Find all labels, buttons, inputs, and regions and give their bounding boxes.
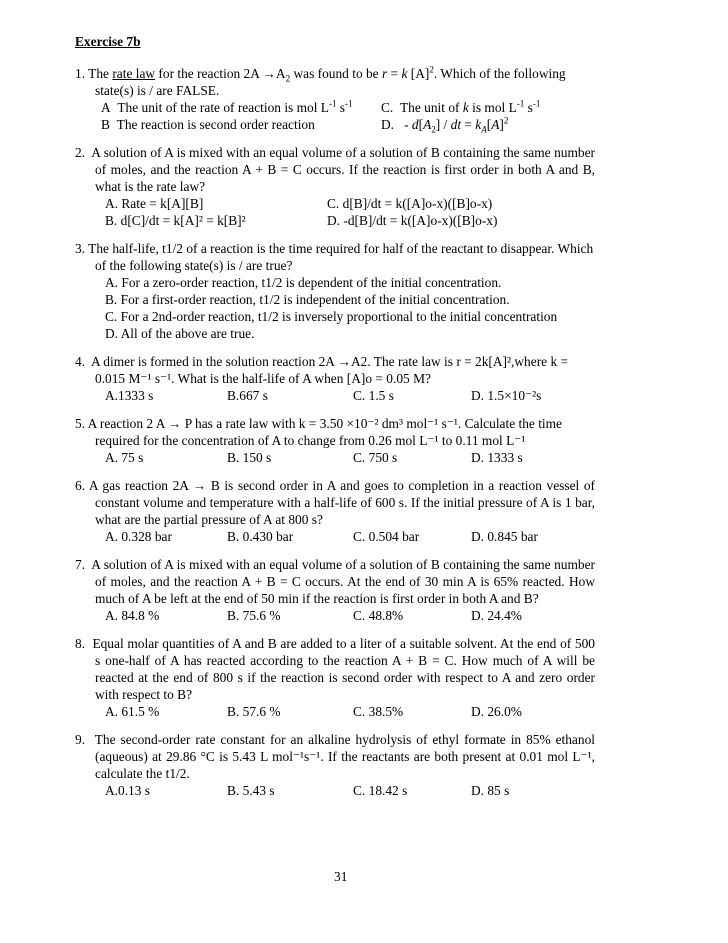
- question-8: [75, 635, 595, 720]
- option-c: C. 48.8%: [353, 608, 404, 623]
- option-a: A. 0.328 bar: [105, 529, 172, 544]
- option-d: D. All of the above are true.: [105, 326, 255, 341]
- exercise-title: Exercise 7b: [75, 34, 141, 49]
- option-d: D. -d[B]/dt = k([A]o-x)([B]o-x): [327, 213, 498, 228]
- option-a: A The unit of the rate of reaction is mol $L^{-1}$ $s^{-1}$: [101, 98, 353, 115]
- question-4-options: [75, 387, 595, 404]
- option-c: C. For a 2nd-order reaction, t1/2 is inversely proportional to the initial concentration: [105, 309, 558, 324]
- option-a: A. For a zero-order reaction, t1/2 is dependent of the initial concentration.: [105, 275, 502, 290]
- question-9: [75, 731, 595, 799]
- question-2-stem: 2. A solution of A is mixed with an equal volume of a solution of B containing the same number of moles, and the reaction A + B = C occurs. If the reaction is first order in both A and B, what is the rate law?: [75, 145, 595, 194]
- question-8-stem: 8. Equal molar quantities of A and B are added to a liter of a suitable solvent. At the end of 500 s one-half of A has reacted according to the reaction A + B = C. How much of A will be reacted at the end of 800 s if the reaction is second order with respect to A and zero order with respect to B?: [75, 636, 595, 702]
- question-6-stem: 6. A gas reaction 2A → B is second order in A and goes to completion in a reaction vessel of constant volume and temperature with a half-life of 600 s. If the initial pressure of A is 1 bar, what are the partial pressure of A at 800 s?: [75, 478, 595, 527]
- option-d: D. 26.0%: [471, 704, 522, 719]
- option-d: D. 1.5×10⁻²s: [471, 388, 542, 403]
- question-7-stem: 7. A solution of A is mixed with an equal volume of a solution of B containing the same number of moles, and the reaction A + B = C occurs. At the end of 30 min A is 65% reacted. How much of A be left at the end of 50 min if the reaction is first order in both A and B?: [75, 557, 595, 606]
- option-d: D. - $d[A_2]$ / dt = $k_A[A]^2$: [381, 115, 509, 135]
- question-8-options: [75, 703, 595, 720]
- option-b: B. 150 s: [227, 450, 272, 465]
- option-c: C. d[B]/dt = k([A]o-x)([B]o-x): [327, 196, 493, 211]
- option-c: C. 38.5%: [353, 704, 404, 719]
- question-5-stem: 5. A reaction 2 A → P has a rate law with k = 3.50 ×10⁻² dm³ mol⁻¹ s⁻¹. Calculate the time required for the concentration of A to change from 0.26 mol L⁻¹ to 0.11 mol L⁻¹: [75, 416, 562, 448]
- option-b: B. For a first-order reaction, t1/2 is independent of the initial concentration.: [105, 292, 510, 307]
- option-d: D. 1333 s: [471, 450, 523, 465]
- question-4-stem: 4. A dimer is formed in the solution reaction 2A →A2. The rate law is r = 2k[A]²,where k = 0.015 M⁻¹ s⁻¹. What is the half-life of A when [A]o = 0.05 M?: [75, 354, 569, 386]
- question-2: [75, 144, 595, 229]
- question-6: [75, 477, 595, 545]
- option-d: D. 24.4%: [471, 608, 522, 623]
- option-b: B. 0.430 bar: [227, 529, 294, 544]
- question-6-options: [75, 528, 595, 545]
- option-a: A. 75 s: [105, 450, 144, 465]
- question-1-options: [75, 99, 595, 133]
- question-2-options: [75, 195, 595, 229]
- question-1-stem: 1. The rate law for the reaction $2A \to A_2$ was found to be r = k $[A]^2$. Which of the following state(s) is / are FALSE.: [75, 64, 566, 98]
- question-9-stem: 9. The second-order rate constant for an alkaline hydrolysis of ethyl formate in 85% ethanol (aqueous) at 29.86 °C is 5.43 L mol⁻¹s⁻¹. If the reactants are both present at 0.01 mol L⁻¹, calculate the t1/2.: [75, 732, 595, 781]
- option-c: C. 750 s: [353, 450, 398, 465]
- question-3-options: [75, 274, 595, 342]
- option-a: A. 61.5 %: [105, 704, 160, 719]
- option-b: B.667 s: [227, 388, 268, 403]
- option-b: B The reaction is second order reaction: [101, 117, 315, 132]
- question-5-options: [75, 449, 595, 466]
- option-b: B. d[C]/dt = k[A]² = k[B]²: [105, 213, 246, 228]
- question-3-stem: 3. The half-life, t1/2 of a reaction is the time required for half of the reactant to disappear. Which of the following state(s) is / are true?: [75, 241, 594, 273]
- option-c: C. 18.42 s: [353, 783, 408, 798]
- question-9-options: [75, 782, 595, 799]
- option-a: A.1333 s: [105, 388, 154, 403]
- option-d: D. 0.845 bar: [471, 529, 538, 544]
- option-b: B. 75.6 %: [227, 608, 281, 623]
- option-a: A. 84.8 %: [105, 608, 160, 623]
- option-a: A.0.13 s: [105, 783, 151, 798]
- option-a: A. Rate = k[A][B]: [105, 196, 204, 211]
- question-1: [75, 65, 595, 133]
- option-d: D. 85 s: [471, 783, 510, 798]
- option-c: C. 1.5 s: [353, 388, 394, 403]
- option-c: C. 0.504 bar: [353, 529, 420, 544]
- exercise-sheet: [75, 33, 595, 810]
- option-b: B. 57.6 %: [227, 704, 281, 719]
- question-7-options: [75, 607, 595, 624]
- option-c: C. The unit of k is mol $L^{-1}$ $s^{-1}$: [381, 98, 541, 115]
- page-number: 31: [334, 869, 348, 884]
- question-3: [75, 240, 595, 342]
- option-b: B. 5.43 s: [227, 783, 275, 798]
- question-4: [75, 353, 595, 404]
- question-5: [75, 415, 595, 466]
- question-7: [75, 556, 595, 624]
